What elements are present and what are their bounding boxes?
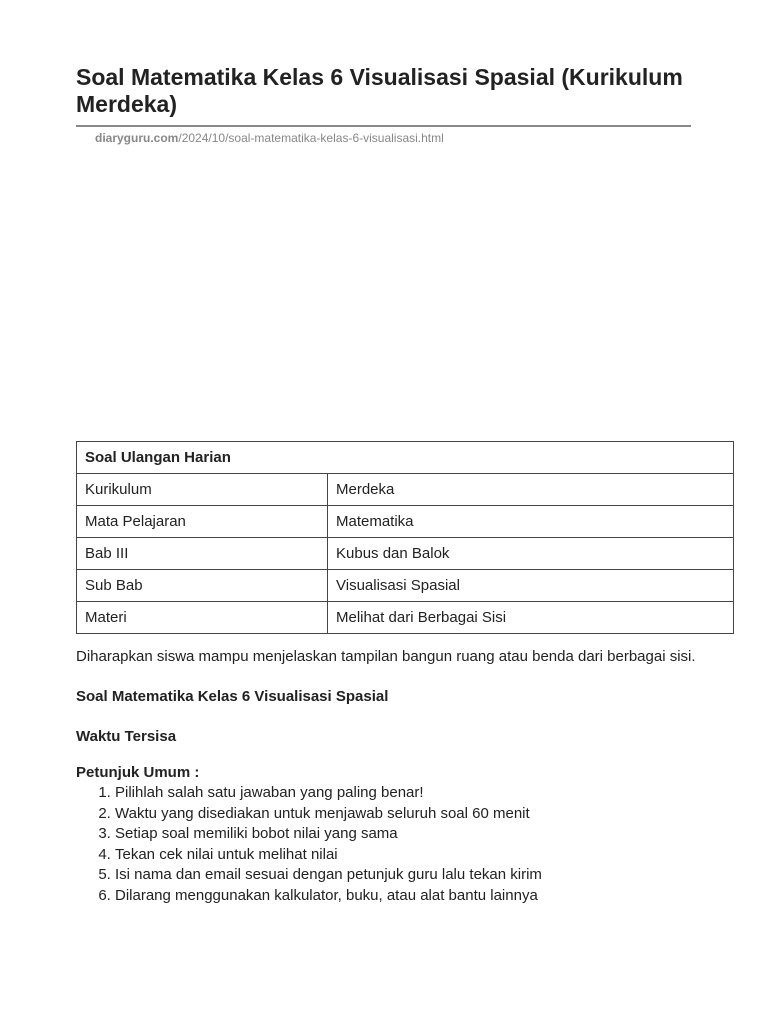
blank-ad-space <box>76 145 734 441</box>
source-url[interactable] <box>76 131 734 145</box>
table-value-cell: Kubus dan Balok <box>328 538 734 570</box>
table-key-cell: Sub Bab <box>77 570 328 602</box>
table-value-cell: Matematika <box>328 506 734 538</box>
info-table-header: Soal Ulangan Harian <box>77 442 734 474</box>
page-title: Soal Matematika Kelas 6 Visualisasi Spasial (Kurikulum Merdeka) <box>76 64 683 117</box>
table-key-cell: Materi <box>77 602 328 634</box>
source-path: /2024/10/soal-matematika-kelas-6-visualisasi.html <box>178 131 444 145</box>
quiz-heading: Soal Matematika Kelas 6 Visualisasi Spasial <box>76 688 389 705</box>
info-table <box>76 441 734 634</box>
list-item: 4. Tekan cek nilai untuk melihat nilai <box>115 845 734 866</box>
table-value-cell: Melihat dari Berbagai Sisi <box>328 602 734 634</box>
table-value-cell: Merdeka <box>328 474 734 506</box>
table-row <box>77 538 734 570</box>
table-value-cell: Visualisasi Spasial <box>328 570 734 602</box>
info-table-header-row <box>77 442 734 474</box>
list-item: 3. Setiap soal memiliki bobot nilai yang sama <box>115 824 734 845</box>
table-key-cell: Kurikulum <box>77 474 328 506</box>
instructions-heading: Petunjuk Umum : <box>76 764 200 781</box>
instructions-list <box>76 783 734 906</box>
list-item: 6. Dilarang menggunakan kalkulator, buku, atau alat bantu lainnya <box>115 886 734 907</box>
title-divider <box>76 125 691 127</box>
table-key-cell: Mata Pelajaran <box>77 506 328 538</box>
table-row <box>77 506 734 538</box>
time-remaining-heading: Waktu Tersisa <box>76 728 177 745</box>
table-key-cell: Bab III <box>77 538 328 570</box>
list-item: 2. Waktu yang disediakan untuk menjawab seluruh soal 60 menit <box>115 804 734 825</box>
table-row <box>77 474 734 506</box>
source-domain: diaryguru.com <box>95 131 179 145</box>
intro-paragraph: Diharapkan siswa mampu menjelaskan tampilan bangun ruang atau benda dari berbagai sisi. <box>76 648 696 665</box>
table-row <box>77 570 734 602</box>
table-row <box>77 602 734 634</box>
list-item: 5. Isi nama dan email sesuai dengan petunjuk guru lalu tekan kirim <box>115 865 734 886</box>
document-page <box>76 0 734 906</box>
list-item: 1. Pilihlah salah satu jawaban yang paling benar! <box>115 783 734 804</box>
